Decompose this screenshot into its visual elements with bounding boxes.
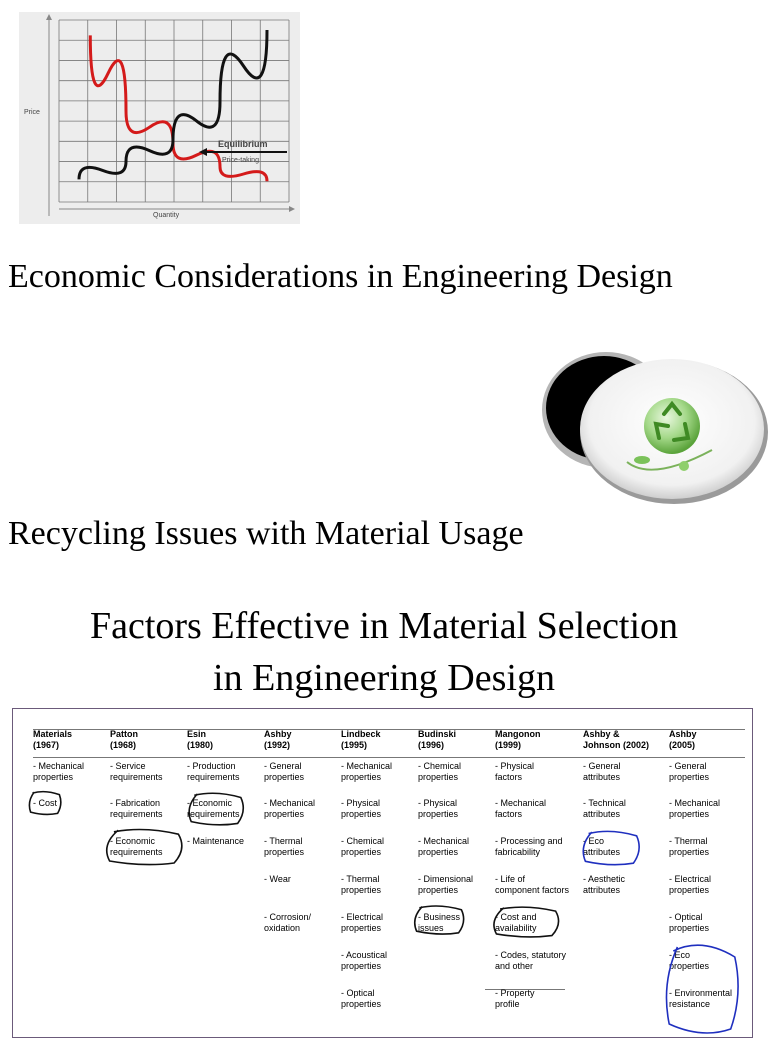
- table-cell: - Wear: [264, 874, 291, 884]
- table-cell: - Aesthetic attributes: [583, 874, 626, 895]
- table-cell: - Processing and fabricability: [495, 836, 563, 857]
- column-header: Patton (1968): [110, 729, 138, 750]
- price-taking-label: Price-taking: [222, 157, 259, 164]
- table-cell: - Physical factors: [495, 761, 535, 782]
- table-cell: - Electrical properties: [341, 912, 384, 933]
- table-cell: - Chemical properties: [418, 761, 462, 782]
- table-cell: - Corrosion/ oxidation: [264, 912, 312, 933]
- table-header-rule: [33, 757, 745, 758]
- table-cell: - Thermal properties: [264, 836, 305, 857]
- table-cell: - Optical properties: [341, 988, 382, 1009]
- table-column: [264, 729, 316, 933]
- equilibrium-label: Equilibrium: [218, 139, 268, 149]
- table-column: [669, 729, 733, 1009]
- table-cell: - Economic requirements: [187, 798, 240, 819]
- table-cell: - General properties: [669, 761, 710, 782]
- table-column: [33, 729, 85, 808]
- table-cell: - Business issues: [418, 912, 461, 933]
- table-cell: - Thermal properties: [669, 836, 710, 857]
- table-cell: - Service requirements: [110, 761, 163, 782]
- table-cell: - Fabrication requirements: [110, 798, 163, 819]
- table-column: [341, 729, 393, 1009]
- highlight-ring: [185, 791, 247, 827]
- table-cell: - General attributes: [583, 761, 621, 782]
- dew-drop: [679, 461, 689, 471]
- table-cell: - Mechanical properties: [33, 761, 85, 782]
- material-selection-factors-table: [12, 708, 753, 1038]
- column-header: Esin (1980): [187, 729, 214, 750]
- column-header: Materials (1967): [33, 729, 73, 750]
- highlight-ring: [101, 827, 187, 867]
- column-header: Ashby & Johnson (2002): [583, 729, 650, 750]
- table-column: [187, 729, 245, 846]
- table-cell: - Eco properties: [669, 950, 710, 971]
- table-cell: - Production requirements: [187, 761, 240, 782]
- table-cell: - Mechanical properties: [418, 836, 470, 857]
- table-cell: - Optical properties: [669, 912, 710, 933]
- table-column: [418, 729, 474, 933]
- supply-demand-chart: [19, 12, 300, 224]
- chart-svg: [19, 12, 300, 224]
- column-header: Ashby (1992): [264, 729, 292, 750]
- x-axis-arrow: [289, 206, 295, 212]
- table-cell: - General properties: [264, 761, 305, 782]
- table-cell: - Cost: [33, 798, 58, 808]
- leaf: [634, 456, 650, 464]
- column-header: Mangonon (1999): [495, 729, 541, 750]
- column-header: Budinski (1996): [418, 729, 457, 750]
- table-cell: - Mechanical properties: [264, 798, 316, 819]
- table-cell: - Life of component factors: [495, 874, 570, 895]
- table-column: [110, 729, 163, 857]
- highlight-ring: [489, 905, 563, 939]
- highlight-ring: [411, 904, 467, 936]
- chart-grid: [59, 20, 289, 202]
- table-cell: - Property profile: [495, 988, 535, 1009]
- factors-heading-line-1: Factors Effective in Material Selection: [89, 605, 679, 647]
- table-column: [583, 729, 650, 895]
- table-cell: - Codes, statutory and other: [495, 950, 567, 971]
- table-cell: - Thermal properties: [341, 874, 382, 895]
- table-cell: - Electrical properties: [669, 874, 712, 895]
- table-cell: - Physical properties: [418, 798, 459, 819]
- table-column: [495, 729, 570, 1009]
- factors-heading-line-2: in Engineering Design: [213, 657, 555, 699]
- recycling-badge: [532, 332, 768, 504]
- table-cell: - Economic requirements: [110, 836, 163, 857]
- column-header: Ashby (2005): [669, 729, 697, 750]
- y-axis-label: Price: [24, 109, 40, 116]
- table-cell: - Mechanical properties: [341, 761, 393, 782]
- highlight-ring: [661, 939, 743, 1039]
- table-cell: - Mechanical properties: [669, 798, 721, 819]
- table-cell: - Environmental resistance: [669, 988, 733, 1009]
- table-cell: - Technical attributes: [583, 798, 626, 819]
- table-cell: - Chemical properties: [341, 836, 385, 857]
- table-cell: - Eco attributes: [583, 836, 621, 857]
- y-axis-arrow: [46, 14, 52, 20]
- table-cell: - Mechanical factors: [495, 798, 547, 819]
- column-header: Lindbeck (1995): [341, 729, 381, 750]
- table-cell: - Cost and availability: [495, 912, 537, 933]
- table-cell: - Maintenance: [187, 836, 245, 846]
- x-axis-label: Quantity: [153, 212, 180, 219]
- table-cell: - Physical properties: [341, 798, 382, 819]
- table-cell: - Acoustical properties: [341, 950, 388, 971]
- highlight-ring: [27, 790, 63, 816]
- table-cell: - Dimensional properties: [418, 874, 474, 895]
- recycling-issues-heading: Recycling Issues with Material Usage: [8, 515, 524, 552]
- highlight-ring: [579, 829, 643, 867]
- economic-considerations-heading: Economic Considerations in Engineering Design: [8, 258, 673, 295]
